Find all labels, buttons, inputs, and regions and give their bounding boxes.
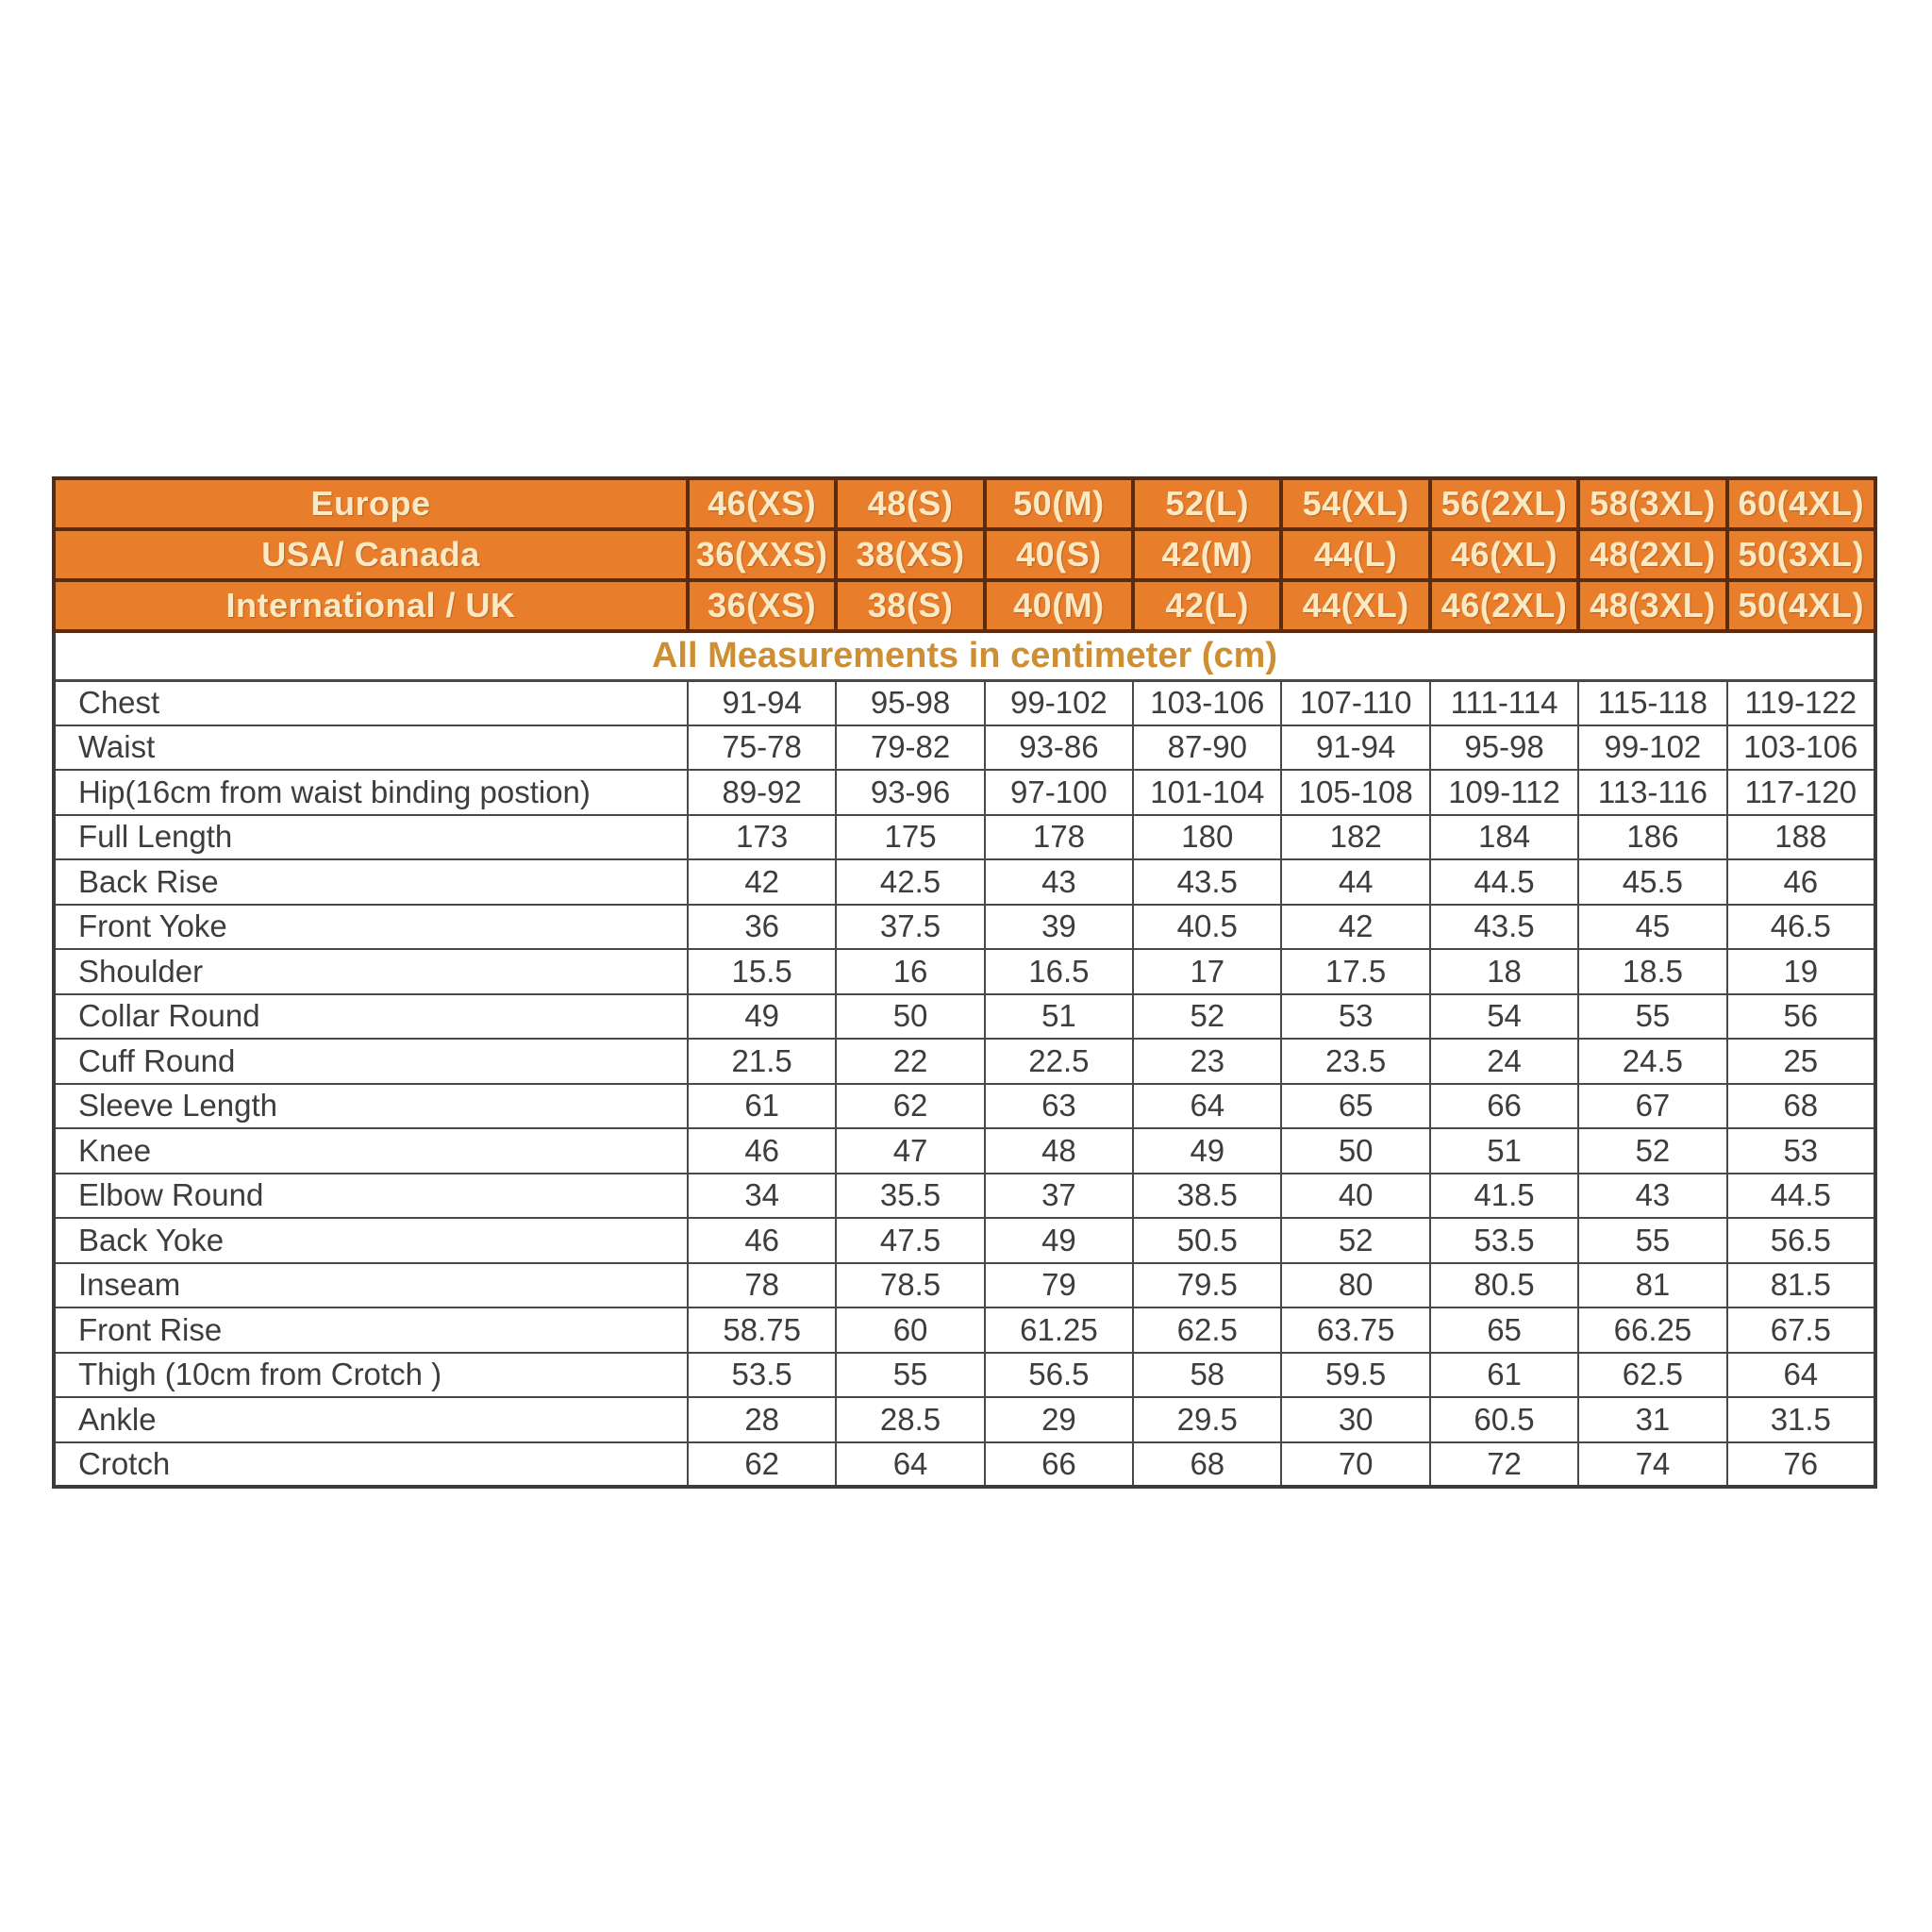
size-cell: 44(XL) — [1281, 580, 1429, 631]
measurement-value: 188 — [1727, 815, 1875, 860]
measurement-value: 56.5 — [1727, 1218, 1875, 1263]
size-cell: 40(M) — [985, 580, 1133, 631]
measurement-value: 19 — [1727, 949, 1875, 994]
measurement-value: 62.5 — [1578, 1353, 1726, 1398]
measurement-value: 47.5 — [836, 1218, 984, 1263]
measurement-value: 175 — [836, 815, 984, 860]
measurement-value: 91-94 — [688, 680, 836, 725]
measurement-value: 109-112 — [1430, 770, 1578, 815]
size-chart-table — [52, 476, 1877, 1489]
measurement-value: 117-120 — [1727, 770, 1875, 815]
measurement-value: 97-100 — [985, 770, 1133, 815]
measurement-value: 186 — [1578, 815, 1726, 860]
measurement-value: 53.5 — [688, 1353, 836, 1398]
measurement-value: 42.5 — [836, 859, 984, 905]
measurement-value: 22.5 — [985, 1039, 1133, 1084]
measurement-label: Back Rise — [54, 859, 688, 905]
measurement-value: 70 — [1281, 1442, 1429, 1488]
measurement-value: 68 — [1133, 1442, 1281, 1488]
measurement-value: 55 — [1578, 994, 1726, 1040]
measurement-value: 180 — [1133, 815, 1281, 860]
measurement-value: 113-116 — [1578, 770, 1726, 815]
measurement-row-back-yoke — [54, 1218, 1875, 1263]
measurement-row-crotch — [54, 1442, 1875, 1488]
size-header-row-usa-canada — [54, 529, 1875, 580]
measurement-row-waist — [54, 725, 1875, 771]
measurement-note: All Measurements in centimeter (cm) — [54, 631, 1875, 680]
measurement-row-inseam — [54, 1263, 1875, 1308]
measurement-value: 115-118 — [1578, 680, 1726, 725]
measurement-label: Inseam — [54, 1263, 688, 1308]
measurement-label: Back Yoke — [54, 1218, 688, 1263]
measurement-label: Sleeve Length — [54, 1084, 688, 1129]
measurement-label: Collar Round — [54, 994, 688, 1040]
size-header-section — [54, 478, 1875, 631]
measurement-value: 101-104 — [1133, 770, 1281, 815]
measurement-value: 93-96 — [836, 770, 984, 815]
measurement-row-hip-16cm-from-waist-binding-postion — [54, 770, 1875, 815]
measurement-value: 16.5 — [985, 949, 1133, 994]
measurement-value: 55 — [1578, 1218, 1726, 1263]
measurement-value: 22 — [836, 1039, 984, 1084]
measurement-value: 44.5 — [1430, 859, 1578, 905]
measurement-value: 182 — [1281, 815, 1429, 860]
size-cell: 50(3XL) — [1727, 529, 1875, 580]
measurement-row-back-rise — [54, 859, 1875, 905]
measurement-value: 79.5 — [1133, 1263, 1281, 1308]
measurement-value: 173 — [688, 815, 836, 860]
measurement-value: 67 — [1578, 1084, 1726, 1129]
size-cell: 40(S) — [985, 529, 1133, 580]
measurement-value: 53 — [1281, 994, 1429, 1040]
measurement-value: 81 — [1578, 1263, 1726, 1308]
measurement-value: 89-92 — [688, 770, 836, 815]
measurement-value: 61 — [688, 1084, 836, 1129]
size-cell: 38(XS) — [836, 529, 984, 580]
measurement-row-front-rise — [54, 1307, 1875, 1353]
measurement-value: 54 — [1430, 994, 1578, 1040]
measurement-value: 65 — [1281, 1084, 1429, 1129]
measurement-value: 91-94 — [1281, 725, 1429, 771]
measurement-value: 59.5 — [1281, 1353, 1429, 1398]
measurement-label: Hip(16cm from waist binding postion) — [54, 770, 688, 815]
measurement-value: 18.5 — [1578, 949, 1726, 994]
measurement-value: 65 — [1430, 1307, 1578, 1353]
measurement-row-full-length — [54, 815, 1875, 860]
measurement-value: 43.5 — [1430, 905, 1578, 950]
measurement-value: 62.5 — [1133, 1307, 1281, 1353]
size-cell: 46(XL) — [1430, 529, 1578, 580]
measurement-label: Shoulder — [54, 949, 688, 994]
measurement-value: 29.5 — [1133, 1397, 1281, 1442]
measurement-value: 37 — [985, 1174, 1133, 1219]
measurement-value: 29 — [985, 1397, 1133, 1442]
measurement-row-elbow-round — [54, 1174, 1875, 1219]
measurement-label: Thigh (10cm from Crotch ) — [54, 1353, 688, 1398]
measurement-value: 43.5 — [1133, 859, 1281, 905]
measurement-label: Cuff Round — [54, 1039, 688, 1084]
measurement-value: 78 — [688, 1263, 836, 1308]
size-cell: 36(XS) — [688, 580, 836, 631]
measurement-value: 37.5 — [836, 905, 984, 950]
measurement-value: 46 — [688, 1128, 836, 1174]
region-label: USA/ Canada — [54, 529, 688, 580]
size-cell: 46(2XL) — [1430, 580, 1578, 631]
measurement-value: 66.25 — [1578, 1307, 1726, 1353]
measurement-value: 56 — [1727, 994, 1875, 1040]
measurement-value: 45.5 — [1578, 859, 1726, 905]
measurement-value: 50 — [1281, 1128, 1429, 1174]
measurement-value: 55 — [836, 1353, 984, 1398]
measurement-value: 50.5 — [1133, 1218, 1281, 1263]
measurement-value: 64 — [1727, 1353, 1875, 1398]
measurement-value: 17 — [1133, 949, 1281, 994]
measurement-value: 67.5 — [1727, 1307, 1875, 1353]
measurement-value: 60 — [836, 1307, 984, 1353]
measurement-value: 43 — [1578, 1174, 1726, 1219]
measurement-value: 63.75 — [1281, 1307, 1429, 1353]
measurement-value: 66 — [1430, 1084, 1578, 1129]
measurement-value: 15.5 — [688, 949, 836, 994]
size-cell: 58(3XL) — [1578, 478, 1726, 529]
measurement-value: 51 — [985, 994, 1133, 1040]
measurement-value: 99-102 — [1578, 725, 1726, 771]
measurement-value: 48 — [985, 1128, 1133, 1174]
measurement-value: 52 — [1578, 1128, 1726, 1174]
measurement-value: 17.5 — [1281, 949, 1429, 994]
measurement-value: 56.5 — [985, 1353, 1133, 1398]
size-cell: 50(4XL) — [1727, 580, 1875, 631]
measurement-value: 64 — [1133, 1084, 1281, 1129]
region-label: International / UK — [54, 580, 688, 631]
measurement-value: 24 — [1430, 1039, 1578, 1084]
measurement-value: 46 — [688, 1218, 836, 1263]
measurement-value: 38.5 — [1133, 1174, 1281, 1219]
size-cell: 44(L) — [1281, 529, 1429, 580]
measurement-value: 51 — [1430, 1128, 1578, 1174]
size-cell: 60(4XL) — [1727, 478, 1875, 529]
size-cell: 42(M) — [1133, 529, 1281, 580]
size-cell: 38(S) — [836, 580, 984, 631]
measurement-value: 31.5 — [1727, 1397, 1875, 1442]
measurement-row-collar-round — [54, 994, 1875, 1040]
measurement-label: Knee — [54, 1128, 688, 1174]
measurement-value: 95-98 — [1430, 725, 1578, 771]
measurement-value: 23 — [1133, 1039, 1281, 1084]
measurement-value: 78.5 — [836, 1263, 984, 1308]
size-cell: 48(2XL) — [1578, 529, 1726, 580]
measurement-value: 79 — [985, 1263, 1133, 1308]
measurement-value: 107-110 — [1281, 680, 1429, 725]
measurement-value: 76 — [1727, 1442, 1875, 1488]
measurement-value: 119-122 — [1727, 680, 1875, 725]
measurement-row-chest — [54, 680, 1875, 725]
measurement-value: 45 — [1578, 905, 1726, 950]
measurement-section — [54, 680, 1875, 1487]
measurement-row-ankle — [54, 1397, 1875, 1442]
measurement-row-front-yoke — [54, 905, 1875, 950]
measurement-value: 16 — [836, 949, 984, 994]
measurement-value: 42 — [688, 859, 836, 905]
measurement-label: Elbow Round — [54, 1174, 688, 1219]
measurement-label: Ankle — [54, 1397, 688, 1442]
measurement-value: 49 — [985, 1218, 1133, 1263]
measurement-value: 42 — [1281, 905, 1429, 950]
measurement-value: 66 — [985, 1442, 1133, 1488]
measurement-value: 25 — [1727, 1039, 1875, 1084]
measurement-value: 61 — [1430, 1353, 1578, 1398]
measurement-value: 62 — [836, 1084, 984, 1129]
measurement-value: 44.5 — [1727, 1174, 1875, 1219]
measurement-row-sleeve-length — [54, 1084, 1875, 1129]
measurement-value: 30 — [1281, 1397, 1429, 1442]
measurement-value: 53.5 — [1430, 1218, 1578, 1263]
measurement-value: 40.5 — [1133, 905, 1281, 950]
size-cell: 56(2XL) — [1430, 478, 1578, 529]
measurement-value: 41.5 — [1430, 1174, 1578, 1219]
measurement-value: 49 — [1133, 1128, 1281, 1174]
measurement-value: 36 — [688, 905, 836, 950]
measurement-value: 35.5 — [836, 1174, 984, 1219]
measurement-value: 58.75 — [688, 1307, 836, 1353]
measurement-value: 68 — [1727, 1084, 1875, 1129]
measurement-value: 103-106 — [1727, 725, 1875, 771]
measurement-value: 28.5 — [836, 1397, 984, 1442]
size-cell: 46(XS) — [688, 478, 836, 529]
measurement-label: Chest — [54, 680, 688, 725]
size-cell: 54(XL) — [1281, 478, 1429, 529]
measurement-value: 46 — [1727, 859, 1875, 905]
measurement-value: 99-102 — [985, 680, 1133, 725]
measurement-value: 52 — [1133, 994, 1281, 1040]
measurement-value: 105-108 — [1281, 770, 1429, 815]
measurement-value: 28 — [688, 1397, 836, 1442]
measurement-label: Front Yoke — [54, 905, 688, 950]
measurement-row-cuff-round — [54, 1039, 1875, 1084]
size-header-row-europe — [54, 478, 1875, 529]
measurement-row-knee — [54, 1128, 1875, 1174]
measurement-row-thigh-10cm-from-crotch — [54, 1353, 1875, 1398]
measurement-value: 50 — [836, 994, 984, 1040]
size-header-row-international-uk — [54, 580, 1875, 631]
measurement-value: 93-86 — [985, 725, 1133, 771]
region-label: Europe — [54, 478, 688, 529]
size-cell: 48(3XL) — [1578, 580, 1726, 631]
measurement-value: 53 — [1727, 1128, 1875, 1174]
measurement-value: 47 — [836, 1128, 984, 1174]
measurement-value: 95-98 — [836, 680, 984, 725]
measurement-value: 58 — [1133, 1353, 1281, 1398]
measurement-value: 62 — [688, 1442, 836, 1488]
measurement-value: 44 — [1281, 859, 1429, 905]
size-cell: 50(M) — [985, 478, 1133, 529]
measurement-value: 24.5 — [1578, 1039, 1726, 1084]
measurement-value: 34 — [688, 1174, 836, 1219]
measurement-value: 52 — [1281, 1218, 1429, 1263]
measurement-value: 39 — [985, 905, 1133, 950]
size-cell: 52(L) — [1133, 478, 1281, 529]
measurement-value: 23.5 — [1281, 1039, 1429, 1084]
size-cell: 48(S) — [836, 478, 984, 529]
measurement-value: 72 — [1430, 1442, 1578, 1488]
measurement-value: 40 — [1281, 1174, 1429, 1219]
measurement-label: Front Rise — [54, 1307, 688, 1353]
measurement-value: 178 — [985, 815, 1133, 860]
measurement-label: Waist — [54, 725, 688, 771]
measurement-row-shoulder — [54, 949, 1875, 994]
size-cell: 36(XXS) — [688, 529, 836, 580]
measurement-value: 43 — [985, 859, 1133, 905]
measurement-value: 75-78 — [688, 725, 836, 771]
measurement-value: 80.5 — [1430, 1263, 1578, 1308]
measurement-value: 63 — [985, 1084, 1133, 1129]
measurement-value: 18 — [1430, 949, 1578, 994]
measurement-value: 49 — [688, 994, 836, 1040]
measurement-value: 111-114 — [1430, 680, 1578, 725]
measurement-value: 21.5 — [688, 1039, 836, 1084]
measurement-value: 60.5 — [1430, 1397, 1578, 1442]
measurement-value: 74 — [1578, 1442, 1726, 1488]
measurement-value: 103-106 — [1133, 680, 1281, 725]
measurement-label: Full Length — [54, 815, 688, 860]
measurement-value: 46.5 — [1727, 905, 1875, 950]
measurement-value: 80 — [1281, 1263, 1429, 1308]
measurement-value: 79-82 — [836, 725, 984, 771]
measurement-label: Crotch — [54, 1442, 688, 1488]
measurement-value: 61.25 — [985, 1307, 1133, 1353]
measurement-value: 87-90 — [1133, 725, 1281, 771]
measurement-value: 184 — [1430, 815, 1578, 860]
measurement-value: 31 — [1578, 1397, 1726, 1442]
measurement-note-row — [54, 631, 1875, 680]
measurement-value: 64 — [836, 1442, 984, 1488]
size-cell: 42(L) — [1133, 580, 1281, 631]
measurement-value: 81.5 — [1727, 1263, 1875, 1308]
note-section — [54, 631, 1875, 680]
